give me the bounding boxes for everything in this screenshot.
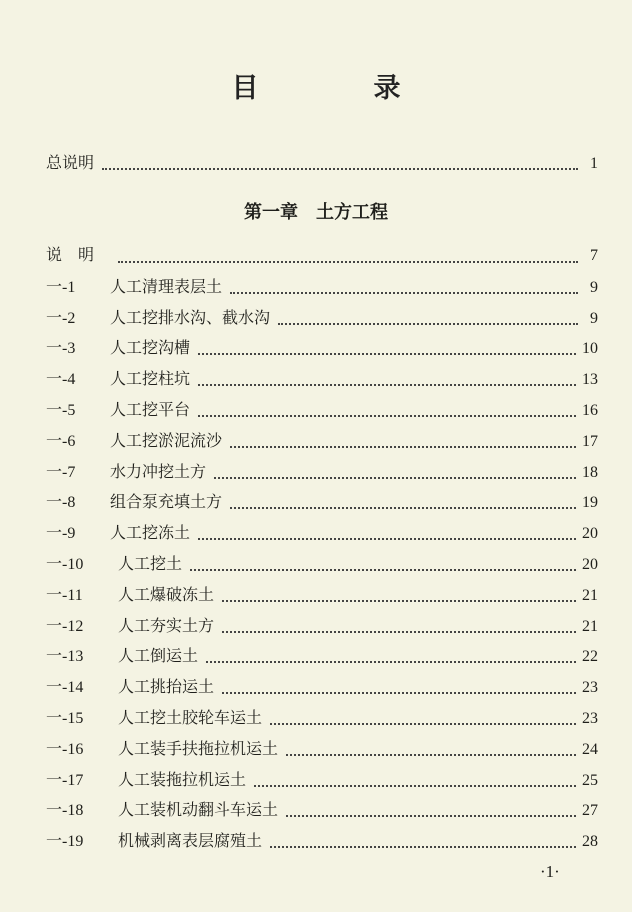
- toc-entry-page: 22: [582, 648, 598, 666]
- chapter-heading: 第一章 土方工程: [244, 202, 388, 223]
- toc-entry[interactable]: [46, 490, 598, 514]
- toc-entry-page: 7: [590, 247, 598, 264]
- toc-entry-page: 27: [582, 802, 598, 820]
- toc-entry-label: 人工挖沟槽: [110, 338, 191, 358]
- dot-leader: [230, 292, 578, 294]
- toc-entry[interactable]: [46, 583, 598, 607]
- toc-entry[interactable]: [46, 367, 598, 391]
- toc-entry[interactable]: [46, 675, 598, 699]
- toc-entry-label: 人工挖柱坑: [110, 369, 191, 389]
- toc-entry-label: 人工挖土: [118, 554, 183, 573]
- toc-entry-label: 人工挑抬运土: [118, 677, 215, 697]
- dot-leader: [230, 507, 576, 509]
- toc-entry-code: 一-7: [46, 463, 76, 481]
- toc-entry-code: 一-18: [46, 802, 84, 820]
- toc-entry-general[interactable]: [46, 151, 598, 175]
- toc-entry-page: 25: [582, 771, 598, 789]
- toc-entry-page: 1: [590, 155, 598, 172]
- toc-entry[interactable]: [46, 737, 598, 761]
- toc-entry-code: 一-12: [46, 617, 84, 635]
- toc-entry-label: 人工装手扶拖拉机运土: [118, 738, 279, 758]
- toc-entry-code: 一-17: [46, 771, 84, 789]
- dot-leader: [198, 353, 576, 355]
- toc-entry-code: 说 明: [46, 247, 95, 264]
- toc-entry-label: 组合泵充填土方: [110, 492, 223, 512]
- dot-leader: [206, 661, 576, 663]
- toc-entry[interactable]: [46, 398, 598, 422]
- toc-entry-code: 一-10: [46, 556, 84, 573]
- dot-leader: [286, 815, 576, 817]
- toc-entry-label: 人工夯实土方: [118, 615, 215, 635]
- toc-entry-code: 一-15: [46, 710, 84, 727]
- toc-entry-code: 一-4: [46, 371, 76, 389]
- dot-leader: [286, 754, 576, 756]
- dot-leader: [230, 446, 576, 448]
- toc-entry-label: 人工挖土胶轮车运土: [118, 708, 263, 727]
- dot-leader: [198, 538, 576, 540]
- toc-entry-label: 人工挖淤泥流沙: [110, 430, 223, 450]
- toc-entry-code: 一-14: [46, 679, 84, 697]
- toc-entry-label: 人工挖冻土: [110, 523, 191, 543]
- toc-entry[interactable]: [46, 552, 598, 576]
- toc-entry-page: 20: [582, 525, 598, 543]
- toc-entry-page: 9: [590, 278, 598, 296]
- toc-entry-code: 一-3: [46, 340, 76, 358]
- toc-entry[interactable]: [46, 829, 598, 853]
- toc-entry-code: 一-2: [46, 309, 76, 327]
- dot-leader: [214, 477, 576, 479]
- dot-leader: [270, 846, 576, 848]
- toc-entry-page: 23: [582, 679, 598, 697]
- toc-entry-page: 17: [582, 432, 598, 450]
- toc-entry-code: 一-9: [46, 525, 76, 543]
- toc-entry-page: 18: [582, 463, 598, 481]
- toc-entry[interactable]: [46, 614, 598, 638]
- toc-entry-page: 19: [582, 494, 598, 512]
- toc-entry[interactable]: [46, 798, 598, 822]
- toc-entry-label: 总说明: [46, 153, 95, 172]
- toc-entry[interactable]: [46, 768, 598, 792]
- toc-entry[interactable]: [46, 429, 598, 453]
- toc-entry-code: 一-13: [46, 648, 84, 666]
- toc-entry-code: 一-5: [46, 402, 76, 419]
- toc-entry-page: 28: [582, 833, 598, 851]
- toc-entry[interactable]: [46, 644, 598, 668]
- dot-leader: [102, 168, 578, 170]
- toc-entry-page: 23: [582, 710, 598, 727]
- dot-leader: [222, 600, 576, 602]
- toc-entry-page: 13: [582, 371, 598, 389]
- toc-entry-page: 21: [582, 617, 598, 635]
- dot-leader: [222, 631, 576, 633]
- toc-entry-label: 人工爆破冻土: [118, 584, 215, 604]
- dot-leader: [254, 785, 576, 787]
- toc-entry-code: 一-11: [46, 586, 83, 604]
- toc-entry-label: 人工装机动翻斗车运土: [118, 800, 279, 820]
- toc-entry-label: 水力冲挖土方: [110, 461, 207, 481]
- toc-entry[interactable]: [46, 336, 598, 360]
- dot-leader: [198, 384, 576, 386]
- toc-entry-page: 24: [582, 740, 598, 758]
- toc-entry-label: 人工挖平台: [110, 400, 191, 419]
- toc-entry[interactable]: [46, 521, 598, 545]
- toc-entry-page: 20: [582, 556, 598, 573]
- toc-entry-label: 人工装拖拉机运土: [118, 769, 247, 789]
- dot-leader: [278, 323, 578, 325]
- toc-entry-page: 16: [582, 402, 598, 419]
- toc-entry[interactable]: [46, 275, 598, 299]
- toc-entry-page: 10: [582, 340, 598, 358]
- toc-entry-code: 一-16: [46, 740, 84, 758]
- dot-leader: [118, 261, 578, 263]
- page-number-footer: ·1·: [540, 862, 560, 881]
- dot-leader: [270, 723, 576, 725]
- toc-entry-code: 一-8: [46, 494, 76, 512]
- toc-entry-label: 人工清理表层土: [110, 276, 223, 296]
- toc-entry-page: 9: [590, 309, 598, 327]
- toc-entry-page: 21: [582, 586, 598, 604]
- toc-entry[interactable]: [46, 460, 598, 484]
- dot-leader: [190, 569, 576, 571]
- toc-entry-code: 一-1: [46, 278, 76, 296]
- toc-entry-code: 一-6: [46, 432, 76, 450]
- toc-entry[interactable]: [46, 306, 598, 330]
- toc-entry[interactable]: [46, 706, 598, 730]
- dot-leader: [198, 415, 576, 417]
- toc-entry-code: 一-19: [46, 833, 84, 851]
- toc-entry-label: 人工挖排水沟、截水沟: [110, 307, 271, 327]
- dot-leader: [222, 692, 576, 694]
- toc-entry-label: 人工倒运土: [118, 646, 199, 666]
- toc-entry[interactable]: [46, 244, 598, 268]
- page-title: 目 录: [231, 73, 445, 104]
- toc-entry-label: 机械剥离表层腐殖土: [118, 831, 263, 851]
